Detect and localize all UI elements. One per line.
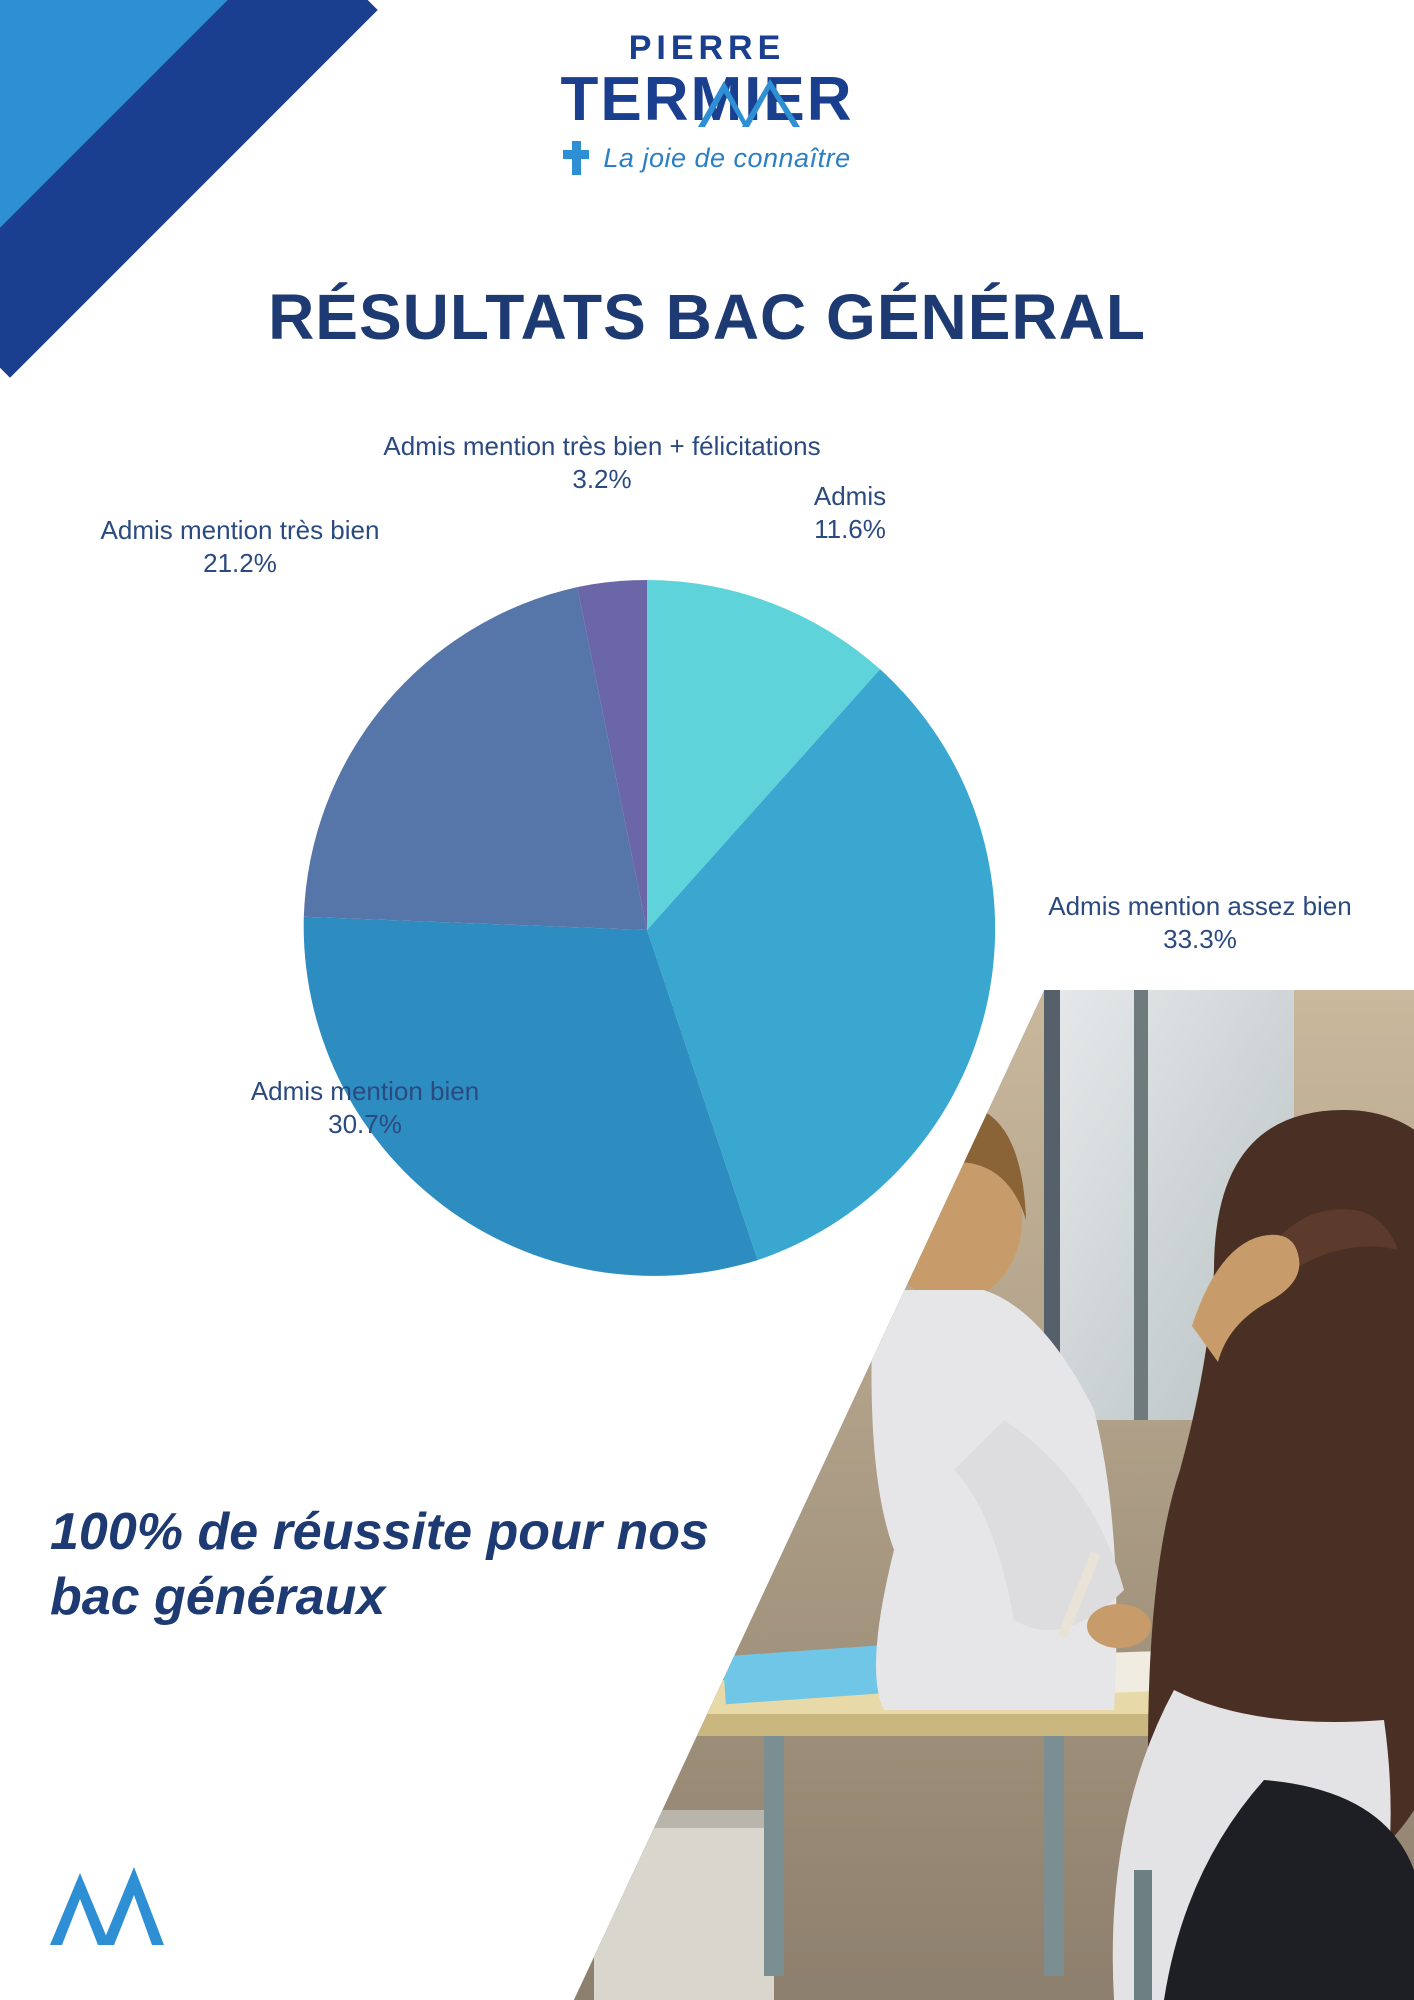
pie-label-text: Admis mention assez bien: [1048, 891, 1352, 921]
pie-label-value: 33.3%: [1163, 923, 1237, 954]
pie-svg: [277, 560, 1017, 1300]
slogan-text: 100% de réussite pour nos bac généraux: [50, 1503, 709, 1626]
mountain-icon: [694, 73, 804, 134]
pie-label-bien: [190, 1075, 540, 1140]
pie-chart: [0, 430, 1414, 1360]
cross-icon: [563, 141, 589, 175]
pie-label-value: 11.6%: [814, 513, 886, 544]
logo-termier-wrap: [560, 65, 854, 135]
logo-line-termier: TERMIER: [560, 65, 854, 135]
pie-label-tres-bien: [60, 514, 420, 579]
pie-label-text: Admis mention bien: [250, 1076, 480, 1106]
pie-label-admis: [740, 480, 960, 545]
pie-label-text: Admis mention très bien + félicitations: [383, 431, 821, 461]
pie-label-value: 21.2%: [203, 547, 277, 578]
pie-label-text: Admis mention très bien: [100, 515, 380, 545]
pie-label-value: 3.2%: [572, 463, 632, 494]
logo-tagline-row: [0, 141, 1414, 175]
pie-label-text: Admis: [813, 481, 887, 511]
pie-chart-canvas: [277, 560, 1017, 1300]
brand-logo: [0, 30, 1414, 175]
logo-tagline: La joie de connaître: [603, 142, 851, 173]
pie-label-assez-bien: [1000, 890, 1400, 955]
logo-line-pierre: PIERRE: [628, 29, 786, 67]
pie-label-value: 30.7%: [328, 1108, 402, 1139]
mountain-logo-icon: [48, 1861, 166, 1952]
page-title: RÉSULTATS BAC GÉNÉRAL: [268, 281, 1146, 353]
